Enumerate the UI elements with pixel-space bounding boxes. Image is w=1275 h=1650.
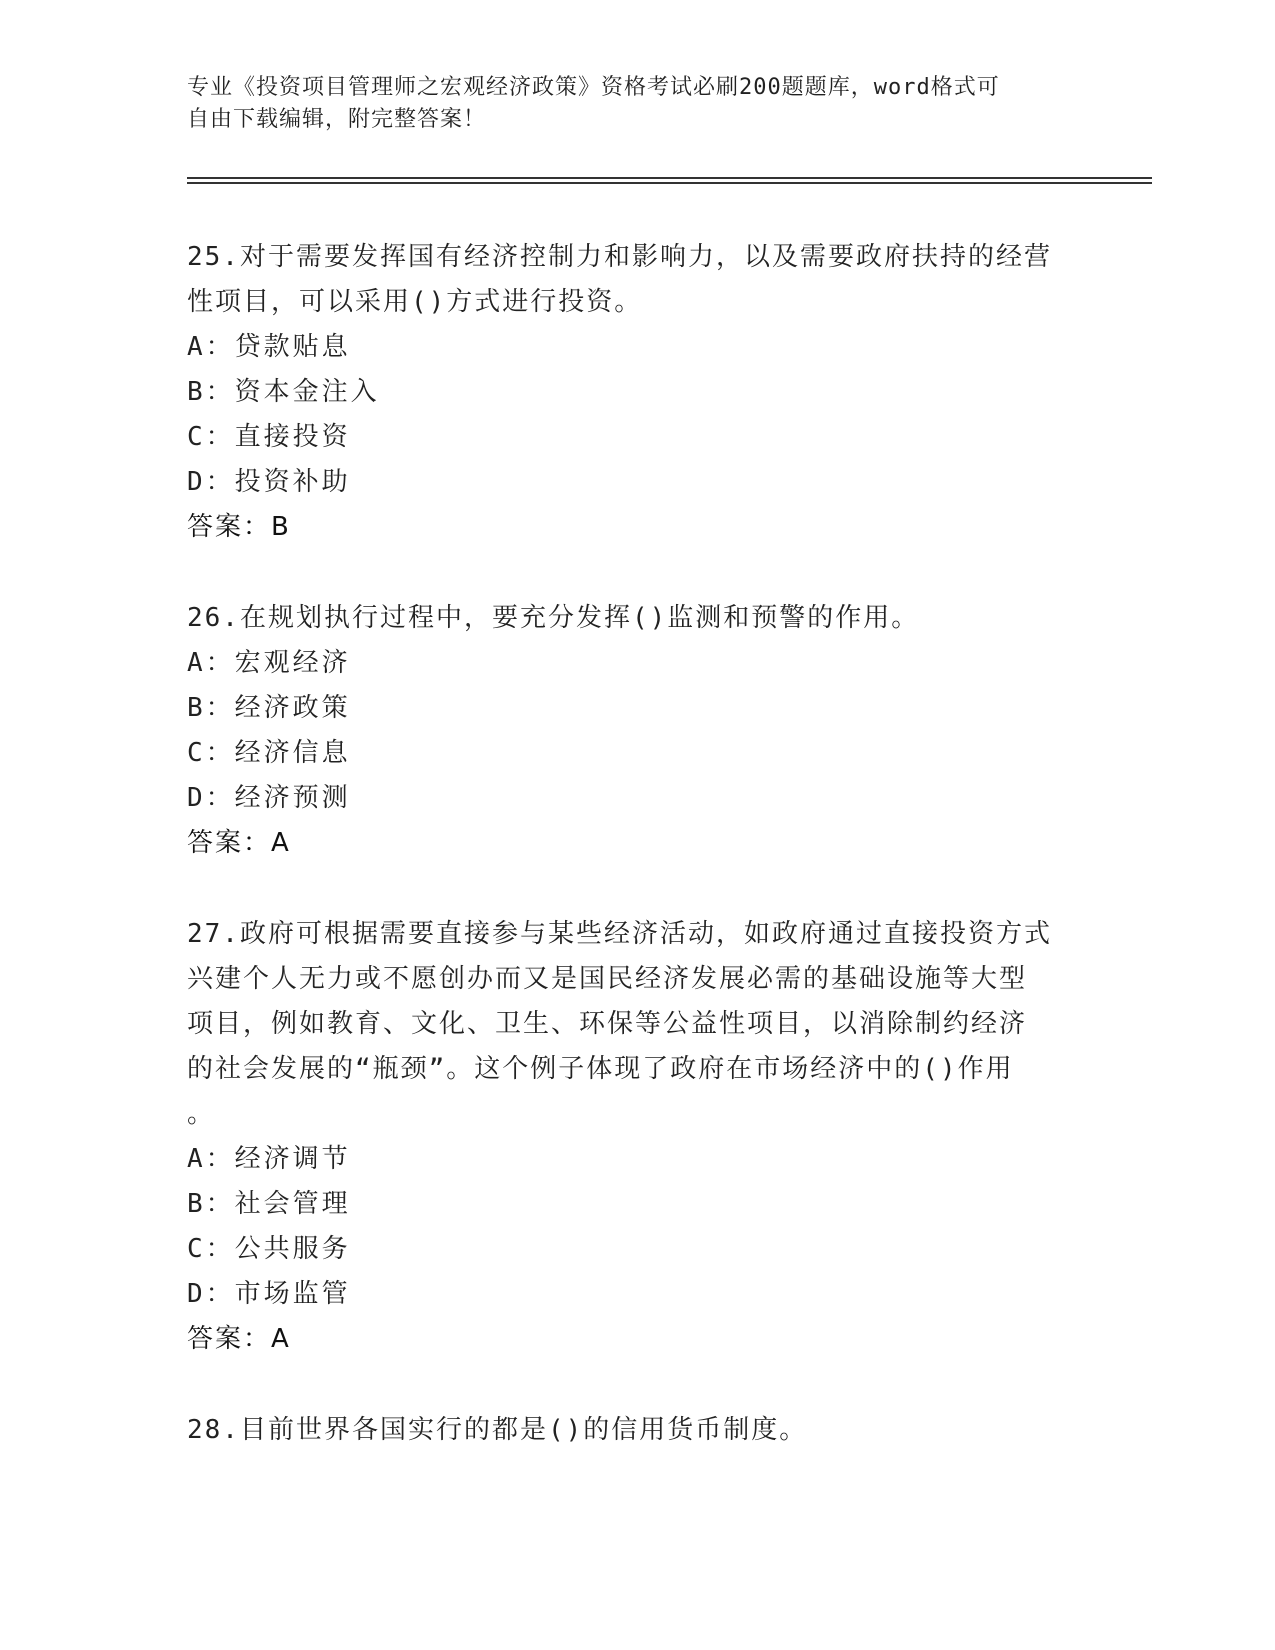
question-text-line: 性项目，可以采用()方式进行投资。 bbox=[187, 287, 643, 317]
option-d: D：经济预测 bbox=[187, 783, 351, 813]
question-25 bbox=[187, 235, 1067, 550]
question-27 bbox=[187, 912, 1067, 1362]
option-a: A：宏观经济 bbox=[187, 648, 351, 678]
question-26 bbox=[187, 596, 1067, 866]
answer-line: 答案：A bbox=[187, 1324, 291, 1354]
question-spacer bbox=[187, 550, 1067, 596]
question-text-line: 26.在规划执行过程中，要充分发挥()监测和预警的作用。 bbox=[187, 603, 920, 633]
option-b: B：资本金注入 bbox=[187, 377, 380, 407]
option-a: A：贷款贴息 bbox=[187, 332, 351, 362]
option-d: D：投资补助 bbox=[187, 467, 351, 497]
option-c: C：经济信息 bbox=[187, 738, 351, 768]
question-text-line: 。 bbox=[187, 1099, 216, 1129]
option-c: C：公共服务 bbox=[187, 1234, 351, 1264]
header-divider-top bbox=[187, 177, 1152, 179]
option-a: A：经济调节 bbox=[187, 1144, 351, 1174]
question-text-line: 28.目前世界各国实行的都是()的信用货币制度。 bbox=[187, 1415, 808, 1445]
question-text-line: 25.对于需要发挥国有经济控制力和影响力，以及需要政府扶持的经营 bbox=[187, 242, 1052, 272]
header-title-line-2: 自由下载编辑，附完整答案！ bbox=[187, 107, 487, 132]
question-spacer bbox=[187, 1362, 1067, 1408]
document-header bbox=[187, 72, 1067, 136]
question-28 bbox=[187, 1408, 1067, 1453]
option-d: D：市场监管 bbox=[187, 1279, 351, 1309]
question-text-line: 27.政府可根据需要直接参与某些经济活动，如政府通过直接投资方式 bbox=[187, 919, 1052, 949]
question-text-line: 的社会发展的“瓶颈”。这个例子体现了政府在市场经济中的()作用 bbox=[187, 1054, 1014, 1084]
answer-line: 答案：B bbox=[187, 512, 291, 542]
question-text-line: 兴建个人无力或不愿创办而又是国民经济发展必需的基础设施等大型 bbox=[187, 964, 1028, 994]
answer-line: 答案：A bbox=[187, 828, 291, 858]
header-title-line-1: 专业《投资项目管理师之宏观经济政策》资格考试必刷200题题库，word格式可 bbox=[187, 75, 1000, 100]
question-spacer bbox=[187, 866, 1067, 912]
option-b: B：社会管理 bbox=[187, 1189, 351, 1219]
question-text-line: 项目，例如教育、文化、卫生、环保等公益性项目，以消除制约经济 bbox=[187, 1009, 1028, 1039]
option-c: C：直接投资 bbox=[187, 422, 351, 452]
option-b: B：经济政策 bbox=[187, 693, 351, 723]
header-divider-bottom bbox=[187, 182, 1152, 184]
question-list bbox=[187, 235, 1067, 1453]
